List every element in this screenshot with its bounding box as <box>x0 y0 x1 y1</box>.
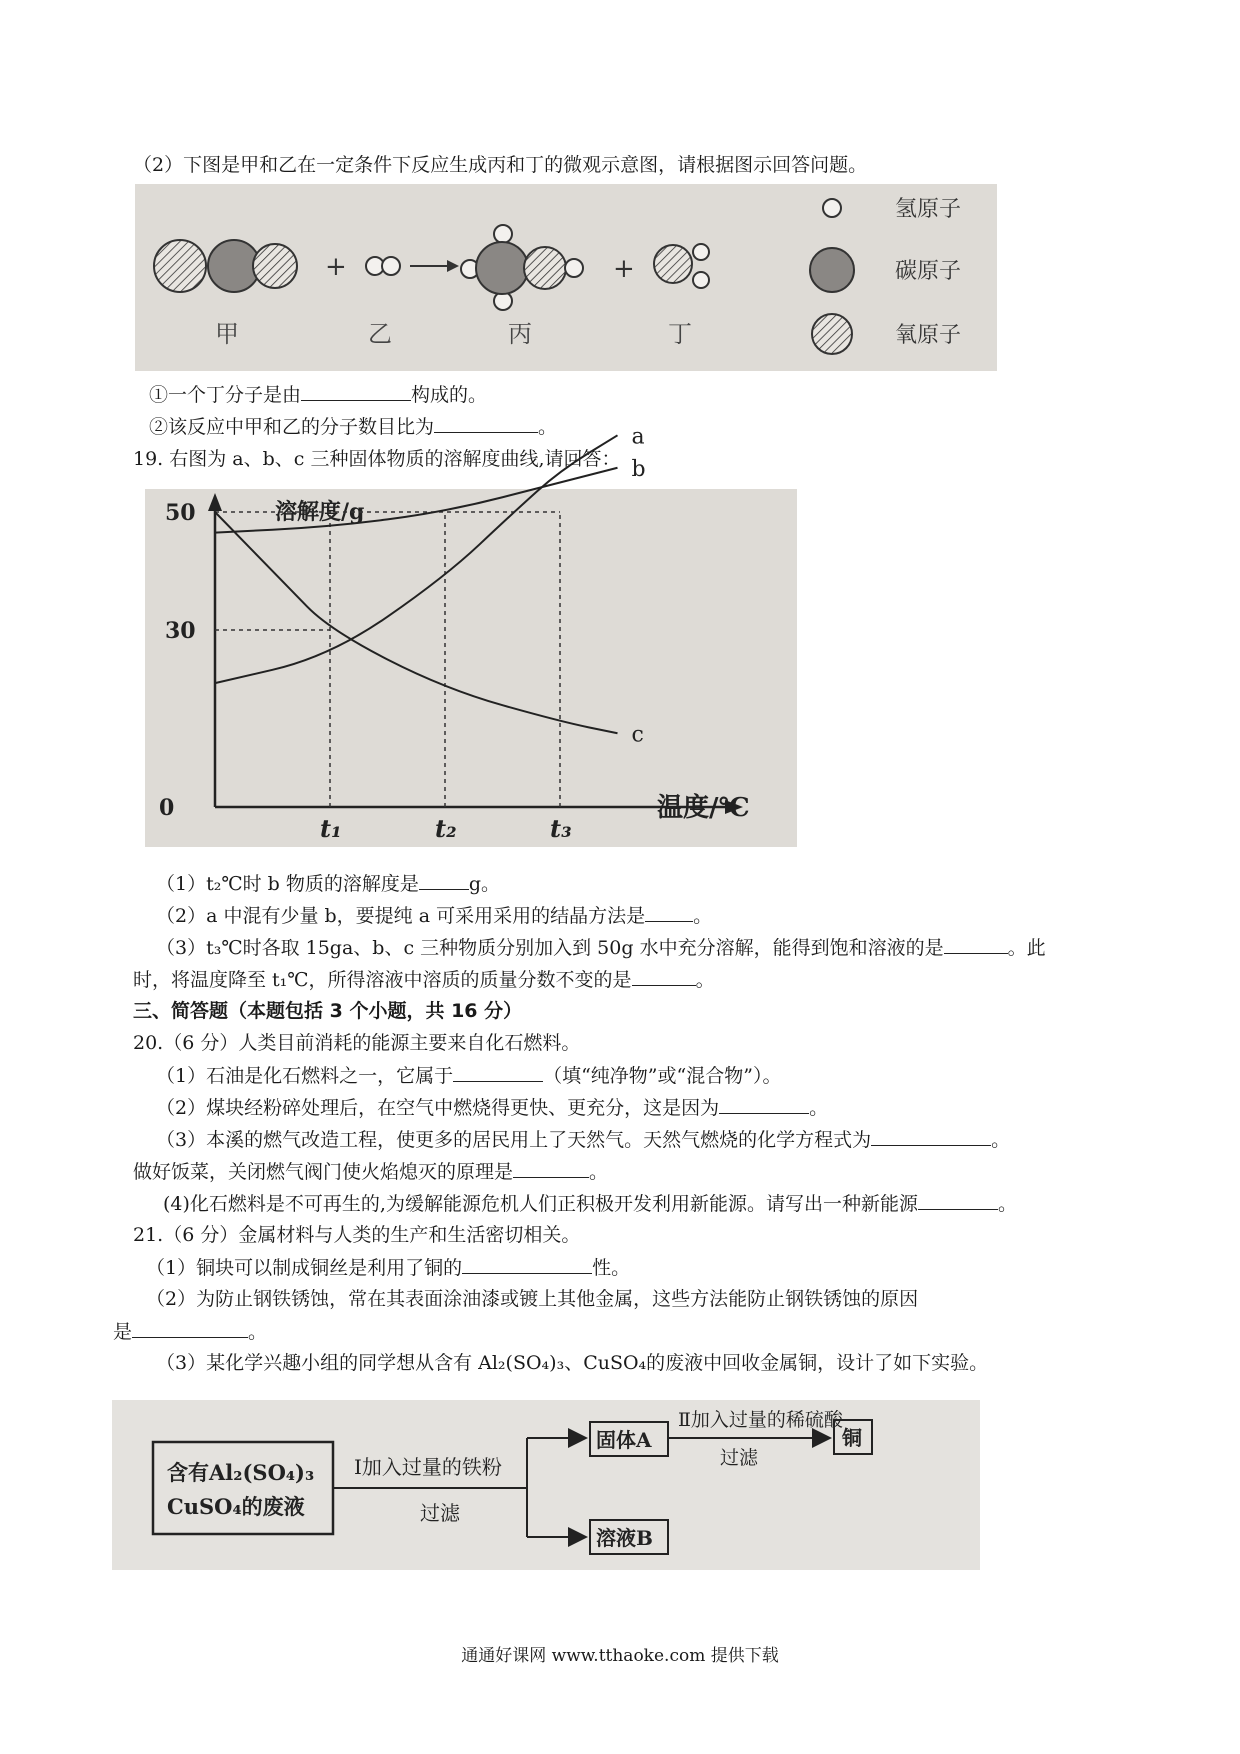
q20-p3-line2: 做好饭菜，关闭燃气阀门使火焰熄灭的原理是 。 <box>133 1161 609 1183</box>
q19-stem: 19. 右图为 a、b、c 三种固体物质的溶解度曲线,请回答： <box>133 448 621 470</box>
molecule-ding <box>654 244 709 288</box>
x-tick-label-1: t₁ <box>320 814 342 843</box>
x-axis-label: 温度/℃ <box>657 793 750 823</box>
blank-copper-property[interactable] <box>462 1255 592 1274</box>
blank-mass-fraction[interactable] <box>632 967 696 986</box>
blank-ratio[interactable] <box>434 414 538 433</box>
q18-2-sub2: ②该反应中甲和乙的分子数目比为 。 <box>149 416 558 438</box>
blank-saturated[interactable] <box>944 935 1008 954</box>
q19-p3: （3）t₃℃时各取 15ga、b、c 三种物质分别加入到 50g 水中充分溶解，能得到饱和溶液的是 。此 <box>156 937 1046 959</box>
experiment-flowchart <box>112 1400 980 1570</box>
solution-b-label: 溶液B <box>596 1526 653 1550</box>
step1-filter: 过滤 <box>420 1501 460 1525</box>
label-bing: 丙 <box>508 320 532 348</box>
solid-a-label: 固体A <box>596 1428 652 1452</box>
blank-equation[interactable] <box>871 1127 991 1146</box>
molecule-diagram <box>135 184 997 371</box>
waste-liquid-line2: CuSO₄的废液 <box>167 1494 305 1519</box>
q20-p4: (4)化石燃料是不可再生的,为缓解能源危机人们正积极开发利用新能源。请写出一种新能源 。 <box>163 1193 1017 1215</box>
q20-p2: （2）煤块经粉碎处理后，在空气中燃烧得更快、更充分，这是因为 。 <box>156 1097 829 1119</box>
section-3-heading: 三、简答题（本题包括 3 个小题，共 16 分） <box>133 1000 523 1022</box>
molecule-jia <box>154 240 297 292</box>
step1-reagent: Ⅰ加入过量的铁粉 <box>354 1455 502 1479</box>
q18-2-intro: （2）下图是甲和乙在一定条件下反应生成丙和丁的微观示意图，请根据图示回答问题。 <box>133 154 868 176</box>
curve-label-b: b <box>631 456 646 482</box>
blank-crystallization[interactable] <box>645 903 693 922</box>
molecule-yi <box>366 257 400 275</box>
waste-liquid-line1: 含有Al₂(SO₄)₃ <box>167 1460 315 1485</box>
step2-filter: 过滤 <box>720 1447 759 1469</box>
legend-hydrogen: 氢原子 <box>895 197 962 222</box>
q18-2-sub1: ①一个丁分子是由 构成的。 <box>149 384 488 406</box>
step2-reagent: Ⅱ加入过量的稀硫酸 <box>678 1409 843 1431</box>
q21-stem: 21.（6 分）金属材料与人类的生产和生活密切相关。 <box>133 1224 581 1246</box>
plus-sign-1: + <box>325 252 347 282</box>
molecule-diagram-svg <box>135 184 997 371</box>
label-yi: 乙 <box>368 320 392 348</box>
experiment-flowchart-svg <box>112 1400 980 1570</box>
waste-liquid-box <box>153 1442 333 1534</box>
curve-label-a: a <box>631 424 645 450</box>
curve-a <box>215 435 618 683</box>
molecule-bing <box>461 225 583 310</box>
curve-c <box>215 512 618 733</box>
blank-b-solubility[interactable] <box>419 871 469 890</box>
q19-p2: （2）a 中混有少量 b，要提纯 a 可采用采用的结晶方法是 。 <box>156 905 713 927</box>
blank-extinguish-principle[interactable] <box>513 1159 589 1178</box>
origin-label: 0 <box>159 795 175 821</box>
q21-p2-line2: 是 。 <box>113 1321 268 1343</box>
legend <box>810 197 961 354</box>
q19-p1: （1）t₂℃时 b 物质的溶解度是 g。 <box>156 873 501 895</box>
q21-p2: （2）为防止钢铁锈蚀，常在其表面涂油漆或镀上其他金属，这些方法能防止钢铁锈蚀的原因 <box>146 1288 919 1310</box>
q20-p3: （3）本溪的燃气改造工程，使更多的居民用上了天然气。天然气燃烧的化学方程式为 。 <box>156 1129 1011 1151</box>
copper-label: 铜 <box>842 1426 862 1450</box>
legend-oxygen: 氧原子 <box>895 323 962 348</box>
legend-carbon: 碳原子 <box>895 259 962 284</box>
blank-combustion-reason[interactable] <box>719 1095 809 1114</box>
y-axis-arrow <box>208 493 222 511</box>
page-footer: 通通好课网 www.tthaoke.com 提供下载 <box>461 1646 779 1666</box>
y-tick-label-30: 30 <box>165 618 196 644</box>
blank-rust-reason[interactable] <box>132 1319 248 1338</box>
x-tick-label-3: t₃ <box>550 814 572 843</box>
y-tick-label-50: 50 <box>165 500 196 526</box>
blank-petroleum-type[interactable] <box>453 1063 543 1082</box>
q20-p1: （1）石油是化石燃料之一，它属于 （填“纯净物”或“混合物”）。 <box>156 1065 782 1087</box>
label-jia: 甲 <box>215 320 239 348</box>
curve-label-c: c <box>631 722 644 748</box>
q20-stem: 20.（6 分）人类目前消耗的能源主要来自化石燃料。 <box>133 1032 581 1054</box>
blank-ding-composition[interactable] <box>301 382 411 401</box>
y-axis-label: 溶解度/g <box>275 499 365 525</box>
q21-p3: （3）某化学兴趣小组的同学想从含有 Al₂(SO₄)₃、CuSO₄的废液中回收金属铜，设计了如下实验。 <box>156 1352 989 1374</box>
label-ding: 丁 <box>668 320 692 348</box>
blank-new-energy[interactable] <box>918 1191 998 1210</box>
x-tick-label-2: t₂ <box>435 814 457 843</box>
q19-p3-line2: 时，将温度降至 t₁℃，所得溶液中溶质的质量分数不变的是 。 <box>133 969 715 991</box>
q21-p1: （1）铜块可以制成铜丝是利用了铜的 性。 <box>146 1257 631 1279</box>
plus-sign-2: + <box>613 254 635 284</box>
